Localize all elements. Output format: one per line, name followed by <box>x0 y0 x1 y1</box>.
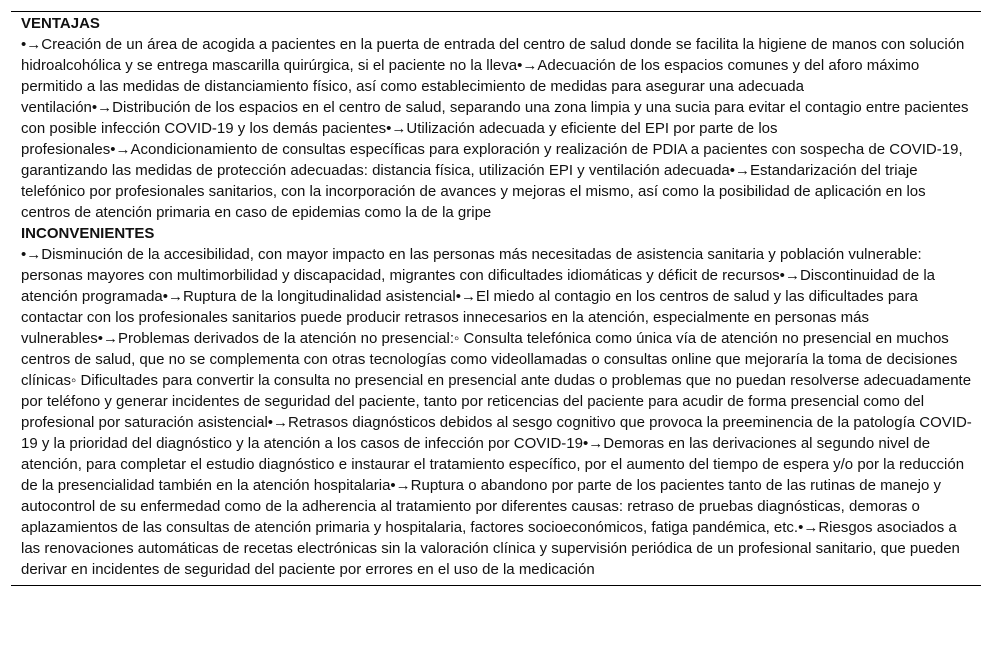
inconvenientes-heading: INCONVENIENTES <box>21 225 155 242</box>
inconvenientes-text: •→Disminución de la accesibilidad, con mayor impacto en las personas más necesitadas de asistencia sanitaria y población vulnerable: personas mayores con multimorbilidad y discapacidad, migrantes con dificultades idiomáticas y déficit de recursos•→Discontinuidad de la atención programada•→Ruptura de la longitudinalidad asistencial•→El miedo al contagio en los centros de salud y las dificultades para contactar con los profesionales sanitarios puede producir retrasos innecesarios en la atención, especialmente en personas más vulnerables•→Problemas derivados de la atención no presencial:◦ Consulta telefónica como única vía de atención no presencial en muchos centros de salud, que no se complementa con otras tecnologías como videollamadas o consultas online que mejoraría la toma de decisiones clínicas◦ Dificultades para convertir la consulta no presencial en presencial ante dudas o problemas que no puedan resolverse adecuadamente por teléfono y generar incidentes de seguridad del paciente, tanto por reticencias del paciente para acudir de forma presencial como del profesional por saturación asistencial•→Retrasos diagnósticos debidos al sesgo cognitivo que provoca la preeminencia de la patología COVID-19 y la prioridad del diagnóstico y la atención a los casos de infección por COVID-19•→Demoras en las derivaciones al segundo nivel de atención, para completar el estudio diagnóstico e instaurar el tratamiento específico, por el aumento del tiempo de espera y/o por la reducción de la presencialidad también en la atención hospitalaria•→Ruptura o abandono por parte de los pacientes tanto de las rutinas de manejo y autocontrol de su enfermedad como de la adherencia al tratamiento por diferentes causas: retraso de pruebas diagnósticas, demoras o aplazamientos de las consultas de atención primaria y hospitalaria, factores socioeconómicos, fatiga pandémica, etc.•→Riesgos asociados a las renovaciones automáticas de recetas electrónicas sin la valoración clínica y supervisión periódica de un profesional sanitario, que pueden derivar en incidentes de seguridad del paciente por errores en el uso de la medicación <box>21 246 972 578</box>
ventajas-text: •→Creación de un área de acogida a pacientes en la puerta de entrada del centro de salud donde se facilita la higiene de manos con solución hidroalcohólica y se entrega mascarilla quirúrgica, si el paciente no la lleva•→Adecuación de los espacios comunes y del aforo máximo permitido a las medidas de distanciamiento físico, así como establecimiento de medidas para asegurar una adecuada ventilación•→Distribución de los espacios en el centro de salud, separando una zona limpia y una sucia para evitar el contagio entre pacientes con posible infección COVID-19 y los demás pacientes•→Utilización adecuada y eficiente del EPI por parte de los profesionales•→Acondicionamiento de consultas específicas para exploración y realización de PDIA a pacientes con sospecha de COVID-19, garantizando las medidas de protección adecuadas: distancia física, utilización EPI y ventilación adecuada•→Estandarización del triaje telefónico por profesionales sanitarios, con la incorporación de avances y mejoras el mismo, así como la posibilidad de aplicación en los centros de atención primaria en caso de epidemias como la de la gripe <box>21 36 969 221</box>
inconvenientes-section <box>11 223 981 585</box>
pros-cons-table <box>11 11 981 586</box>
ventajas-heading: VENTAJAS <box>21 15 100 32</box>
ventajas-section <box>11 12 981 223</box>
